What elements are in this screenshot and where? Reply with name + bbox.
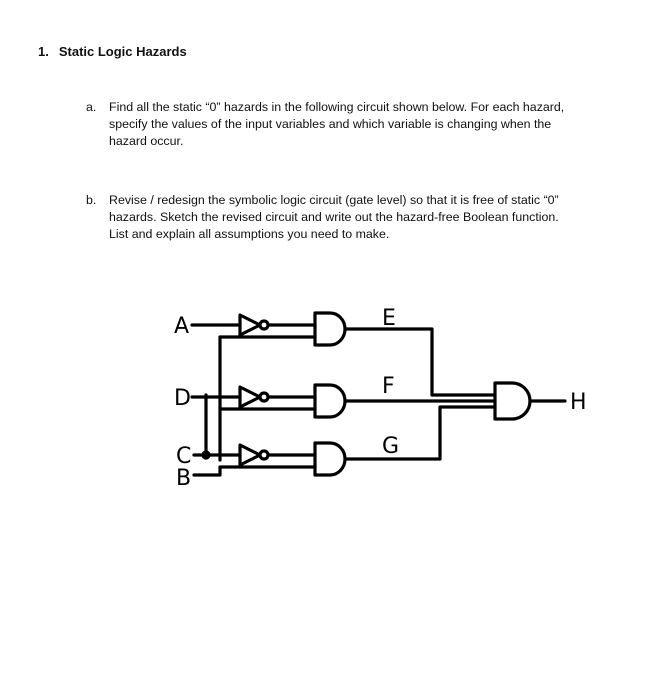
wire-e [346, 329, 495, 395]
question-number: 1. [38, 44, 49, 59]
question-title [38, 44, 187, 59]
part-a-line: Find all the static “0” hazards in the following circuit shown below. For each hazard, [109, 100, 565, 114]
label-input-d: D [174, 386, 191, 411]
label-input-a: A [174, 314, 190, 339]
and-gate-f [315, 385, 345, 417]
and-gate-e [315, 313, 345, 345]
label-wire-g: G [382, 434, 400, 459]
part-a-text [109, 99, 629, 150]
not-gate-d [240, 387, 260, 407]
logic-circuit-diagram [160, 295, 610, 505]
wire-g [346, 407, 495, 459]
part-b-letter: b. [86, 193, 97, 207]
part-b-line: List and explain all assumptions you need to make. [109, 227, 390, 241]
and-gate-h [495, 383, 530, 419]
not-gate-a [240, 315, 260, 335]
and-gate-g [315, 443, 345, 475]
label-output-h: H [570, 390, 587, 415]
question-title-text: Static Logic Hazards [58, 44, 187, 59]
part-a-line: specify the values of the input variables and which variable is changing when the [109, 117, 552, 131]
part-b-line: hazards. Sketch the revised circuit and write out the hazard-free Boolean function. [109, 210, 559, 224]
part-a-line: hazard occur. [109, 134, 184, 148]
wire-b [194, 467, 315, 475]
part-a [86, 99, 626, 159]
not-gate-c [240, 445, 260, 465]
part-b-text [109, 192, 629, 243]
part-b [86, 192, 626, 252]
label-input-b: B [176, 466, 192, 491]
label-wire-e: E [382, 306, 396, 331]
part-b-line: Revise / redesign the symbolic logic circuit (gate level) so that it is free of static “0” [109, 193, 559, 207]
label-wire-f: F [382, 374, 395, 399]
label-input-c: C [176, 444, 192, 469]
part-a-letter: a. [86, 100, 97, 114]
